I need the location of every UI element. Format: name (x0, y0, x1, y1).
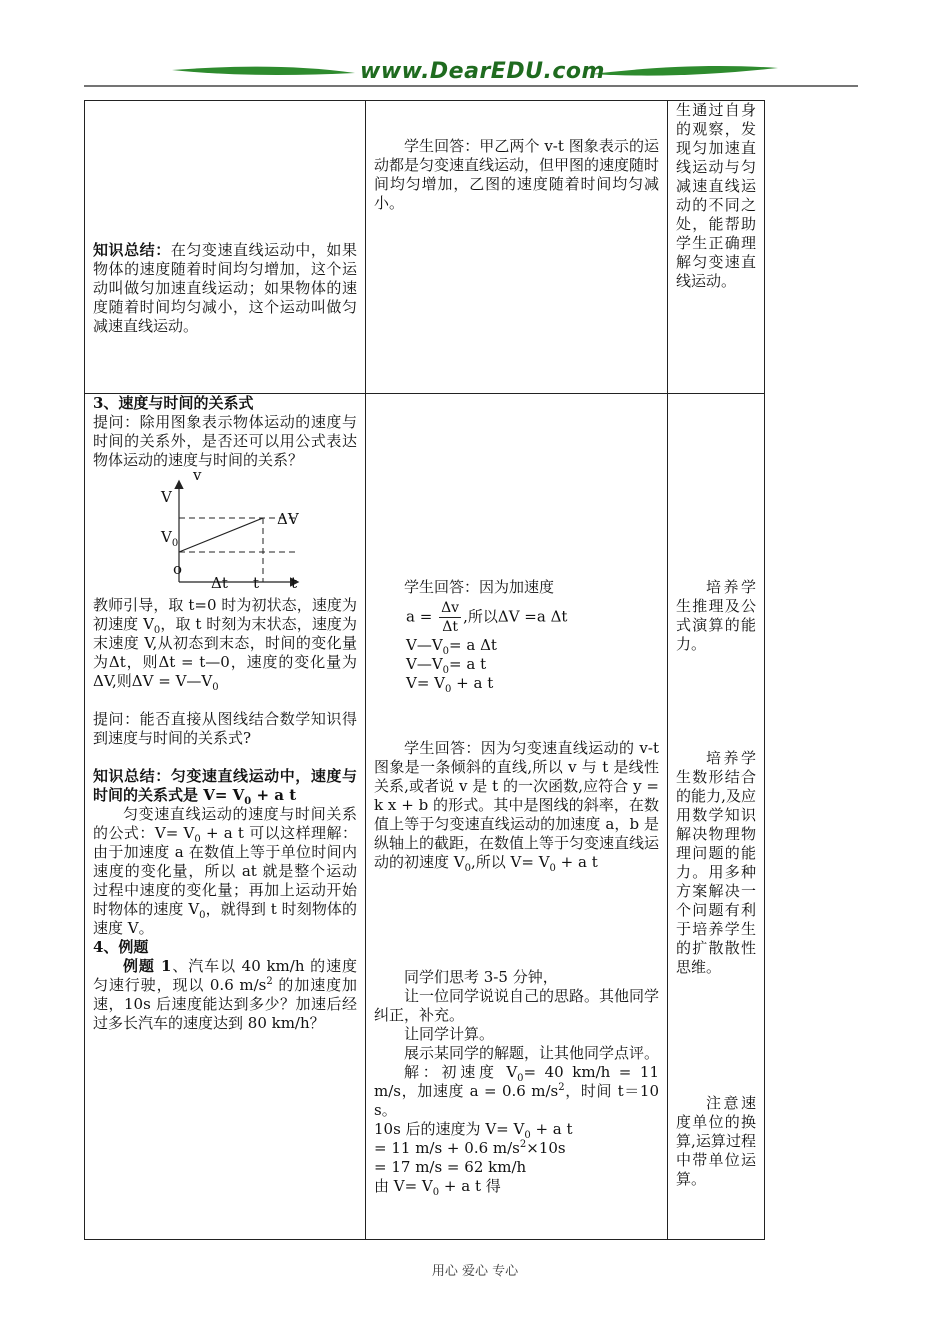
page-header (0, 0, 950, 90)
velocity-line (179, 518, 263, 552)
procedure-line-4: 展示某同学的解题，让其他同学点评。 (404, 1044, 660, 1062)
design-note-1: 生通过自身的观察，发现匀加速直线运动与匀减速直线运动的不同之处，能帮助学生正确理解匀变速直线运动。 (676, 101, 756, 290)
procedure-line-2: 让一位同学说说自己的思路。其他同学纠正，补充。 (374, 987, 660, 1024)
teacher-guide: 教师引导，取 t=0 时为初状态，速度为初速度 $V_0$，取 t 时刻为末状态，速度为末速度 V,从初态到末态，时间的变化量为Δt，则Δt = t—0，速度的变化量为ΔV,则$\Delta V = V—V_0$ (93, 596, 357, 693)
page-footer: 用心 爱心 专心 (431, 1264, 519, 1279)
section-heading-4: 4、例题 (93, 938, 149, 956)
student-activity-cell (366, 394, 668, 1240)
question-1: 提问：除用图象表示物体运动的速度与时间的关系外，是否还可以用公式表达物体运动的速度与时间的关系？ (93, 413, 357, 469)
derivation-line-1: $V—V_0= a$ Δt (406, 636, 497, 657)
solution-line-4: = 17 m/s = 62 km/h (374, 1158, 527, 1176)
V0-label: $V_0$ (161, 528, 179, 549)
design-note-2: 培养学生推理及公式演算的能力。 (676, 578, 756, 653)
t-tick-label: t (253, 574, 260, 592)
solution-line-3: = 11 m/s + 0.6 $m/s^2\times 10s$ (374, 1139, 566, 1157)
solution-line-5: 由 $V= V_0 + a$ t 得 (374, 1177, 501, 1198)
v-axis-label: v (193, 466, 202, 484)
knowledge-summary-2: 知识总结：匀变速直线运动中，速度与时间的关系式是 $V= V_0 + a$ t (93, 767, 357, 807)
dV-label: ΔV (277, 510, 299, 528)
V-label: V (161, 488, 172, 506)
solution-line-2: 10s 后的速度为 $V= V_0 + a$ t (374, 1120, 573, 1141)
lesson-plan-table (84, 100, 765, 1240)
derivation-line-3: $V= V_0 + a$ t (406, 674, 494, 695)
student-answer-1: 学生回答：甲乙两个 v-t 图象表示的运动都是匀变速直线运动，但甲图的速度随时间均匀增加，乙图的速度随着时间均匀减小。 (374, 137, 660, 212)
acceleration-formula: a = $\frac{\Delta v}{\Delta t}$ ,所以ΔV =a Δt (406, 600, 568, 635)
student-answer-3: 学生回答：因为匀变速直线运动的 v-t 图象是一条倾斜的直线,所以 v 与 t 是线性关系,或者说 v 是 t 的一次函数,应符合 y = k x + b 的形式。其中是图线的斜率，在数值上等于匀变速直线运动的加速度 a，b 是纵轴上的截距，在数值上等于匀变速直线运动的初速度 $V_0$,所以 $V= V_0 + a$ t (374, 739, 660, 874)
design-intent-cell (668, 101, 765, 394)
student-answer-2-intro: 学生回答：因为加速度 (404, 578, 555, 596)
teaching-content-cell (85, 101, 366, 394)
knowledge-summary-1: 知识总结：在匀变速直线运动中，如果物体的速度随着时间均匀增加，这个运动叫做匀加速直线运动；如果物体的速度随着时间均匀减小，这个运动叫做匀减速直线运动。 (93, 241, 357, 335)
procedure-line-1: 同学们思考 3-5 分钟， (404, 968, 558, 986)
design-note-3: 培养学生数形结合的能力,及应用数学知识解决物理物理问题的能力。用多种方案解决一个问题有利于培养学生的扩散散性思维。 (676, 749, 756, 976)
table-row (85, 101, 765, 394)
v-t-graph (93, 466, 357, 596)
dv-dt-fraction: $\frac{\Delta v}{\Delta t}$ (441, 600, 460, 635)
procedure-line-3: 让同学计算。 (404, 1025, 495, 1043)
section-heading-3: 3、速度与时间的关系式 (93, 394, 254, 412)
derivation-line-2: $V—V_0= a$ t (406, 655, 487, 676)
teaching-content-cell (85, 394, 366, 1240)
site-logo-text: www.DearEDU.com (360, 59, 605, 84)
formula-explanation: 匀变速直线运动的速度与时间关系的公式：$V= V_0 + a$ t 可以这样理解：由于加速度 a 在数值上等于单位时间内速度的变化量，所以 at 就是整个运动过程中速度的变化量；再加上运动开始时物体的速度 $V_0$，就得到 t 时刻物体的速度 V。 (93, 805, 357, 937)
dt-label: Δt (211, 574, 228, 592)
example-1: 例题 1、汽车以 40 km/h 的速度匀速行驶，现以 0.6 $m/s^2$ 的加速度加速，10s 后速度能达到多少？加速后经过多长汽车的速度达到 80 km/h？ (93, 957, 357, 1032)
solution-line-1: 解：初速度 $V_0= 40$ km/h = 11 m/s，加速度 a = 0.6 $m/s^2$，时间 t＝10 s。 (374, 1063, 660, 1119)
table-row (85, 394, 765, 1240)
origin-label: o (173, 560, 183, 578)
design-note-4: 注意速度单位的换算,运算过程中带单位运算。 (676, 1094, 756, 1188)
design-intent-cell (668, 394, 765, 1240)
t-axis-label: t (291, 574, 298, 592)
question-2: 提问：能否直接从图线结合数学知识得到速度与时间的关系式? (93, 710, 357, 747)
student-activity-cell (366, 101, 668, 394)
